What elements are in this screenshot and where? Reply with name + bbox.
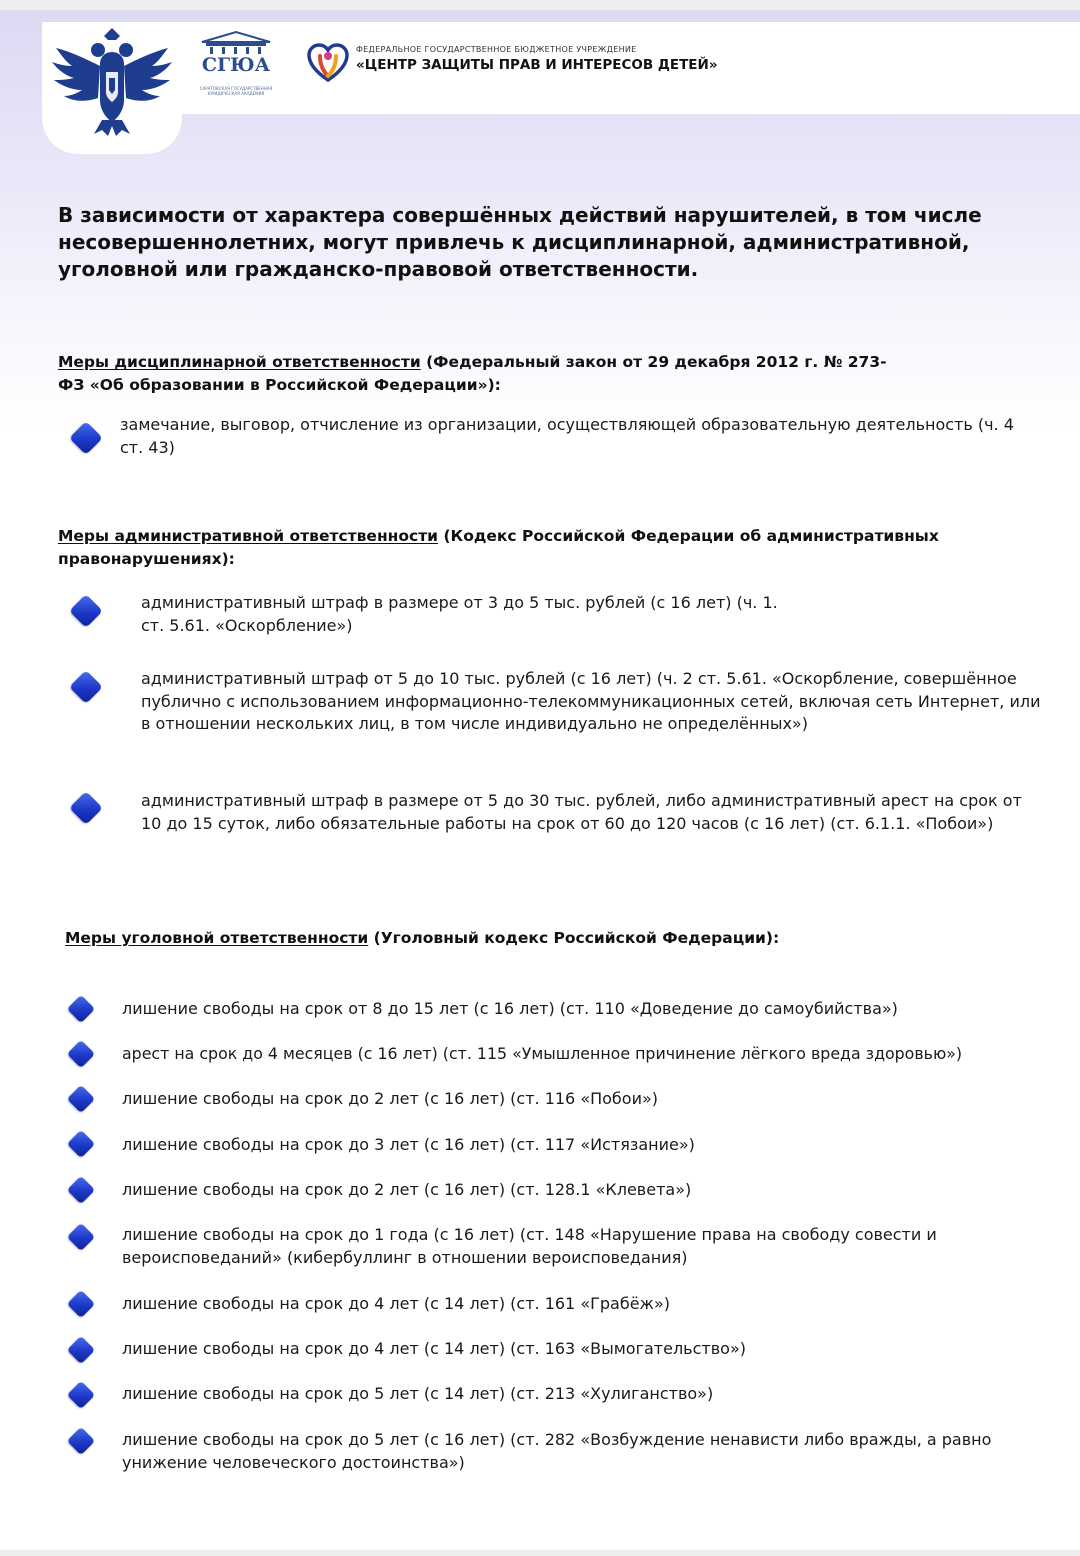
criminal-item: лишение свободы на срок до 5 лет (с 16 лет) (ст. 282 «Возбуждение ненависти либо вражды, а равно унижение человеческого достоинства») bbox=[122, 1430, 992, 1472]
bullet-icon bbox=[67, 1427, 95, 1455]
disciplinary-source: (Федеральный закон от 29 декабря 2012 г. № 273-ФЗ «Об образовании в Российской Федерации»): bbox=[58, 353, 887, 394]
academy-building-icon bbox=[196, 30, 276, 56]
bullet-icon bbox=[69, 421, 103, 455]
bullet-icon bbox=[69, 791, 103, 825]
disciplinary-title: Меры дисциплинарной ответственности bbox=[58, 353, 421, 371]
criminal-source: (Уголовный кодекс Российской Федерации): bbox=[368, 929, 780, 947]
administrative-item: административный штраф от 5 до 10 тыс. рублей (с 16 лет) (ч. 2 ст. 5.61. «Оскорбление, совершённое публично с использованием информационно-телекоммуникационных сетей, включая сеть Интернет, или в отношении нескольких лиц, в том числе индивидуально не определённых») bbox=[141, 669, 1041, 733]
bullet-icon bbox=[67, 1040, 95, 1068]
bullet-icon bbox=[69, 670, 103, 704]
sgua-logo-subtitle: САРАТОВСКАЯ ГОСУДАРСТВЕННАЯ ЮРИДИЧЕСКАЯ АКАДЕМИЯ bbox=[199, 86, 273, 96]
criminal-item: лишение свободы на срок до 3 лет (с 16 лет) (ст. 117 «Истязание») bbox=[122, 1135, 695, 1154]
administrative-source: (Кодекс Российской Федерации об административных правонарушениях): bbox=[58, 527, 939, 568]
sgua-logo-text: СГЮА bbox=[201, 54, 271, 76]
bullet-icon bbox=[67, 1176, 95, 1204]
heart-hands-icon bbox=[306, 40, 350, 84]
emblem-card bbox=[42, 22, 182, 154]
criminal-heading bbox=[65, 927, 1045, 950]
center-org-name: «ЦЕНТР ЗАЩИТЫ ПРАВ И ИНТЕРЕСОВ ДЕТЕЙ» bbox=[356, 57, 718, 73]
bullet-icon bbox=[67, 995, 95, 1023]
bullet-icon bbox=[67, 1290, 95, 1318]
center-org-type: ФЕДЕРАЛЬНОЕ ГОСУДАРСТВЕННОЕ БЮДЖЕТНОЕ УЧРЕЖДЕНИЕ bbox=[356, 45, 637, 54]
info-page bbox=[0, 10, 1080, 1550]
criminal-item: лишение свободы на срок до 5 лет (с 14 лет) (ст. 213 «Хулиганство») bbox=[122, 1384, 714, 1403]
bullet-icon bbox=[67, 1381, 95, 1409]
bullet-icon bbox=[67, 1336, 95, 1364]
sgua-logo bbox=[196, 30, 276, 102]
administrative-title: Меры административной ответственности bbox=[58, 527, 439, 545]
bullet-icon bbox=[67, 1223, 95, 1251]
criminal-title: Меры уголовной ответственности bbox=[65, 929, 369, 947]
center-logo bbox=[306, 40, 350, 84]
disciplinary-item: замечание, выговор, отчисление из организации, осуществляющей образовательную деятельность (ч. 4 ст. 43) bbox=[120, 415, 1014, 457]
bullet-icon bbox=[67, 1085, 95, 1113]
criminal-item: арест на срок до 4 месяцев (с 16 лет) (ст. 115 «Умышленное причинение лёгкого вреда здоровью») bbox=[122, 1044, 963, 1063]
criminal-item: лишение свободы на срок от 8 до 15 лет (с 16 лет) (ст. 110 «Доведение до самоубийства») bbox=[122, 999, 898, 1018]
administrative-heading bbox=[58, 525, 1048, 571]
center-name bbox=[356, 45, 776, 73]
bottom-strip bbox=[0, 1550, 1080, 1556]
bullet-icon bbox=[67, 1130, 95, 1158]
criminal-item: лишение свободы на срок до 4 лет (с 14 лет) (ст. 161 «Грабёж») bbox=[122, 1294, 670, 1313]
criminal-item: лишение свободы на срок до 1 года (с 16 лет) (ст. 148 «Нарушение права на свободу совести и вероисповеданий» (кибербуллинг в отношении вероисповедания) bbox=[122, 1225, 937, 1267]
administrative-item: административный штраф в размере от 3 до 5 тыс. рублей (с 16 лет) (ч. 1. ст. 5.61. «Оскорбление») bbox=[141, 593, 778, 635]
criminal-item: лишение свободы на срок до 2 лет (с 16 лет) (ст. 116 «Побои») bbox=[122, 1089, 659, 1108]
double-headed-eagle-emblem-icon bbox=[42, 22, 182, 154]
administrative-item: административный штраф в размере от 5 до 30 тыс. рублей, либо административный арест на срок от 10 до 15 суток, либо обязательные работы на срок от 60 до 120 часов (с 16 лет) (ст. 6.1.1. «Побои») bbox=[141, 791, 1022, 833]
criminal-item: лишение свободы на срок до 2 лет (с 16 лет) (ст. 128.1 «Клевета») bbox=[122, 1180, 692, 1199]
criminal-item: лишение свободы на срок до 4 лет (с 14 лет) (ст. 163 «Вымогательство») bbox=[122, 1339, 746, 1358]
disciplinary-heading bbox=[58, 351, 898, 397]
bullet-icon bbox=[69, 594, 103, 628]
intro-paragraph: В зависимости от характера совершённых действий нарушителей, в том числе несовершеннолетних, могут привлечь к дисциплинарной, административной, уголовной или гражданско-правовой ответственности. bbox=[58, 203, 982, 281]
